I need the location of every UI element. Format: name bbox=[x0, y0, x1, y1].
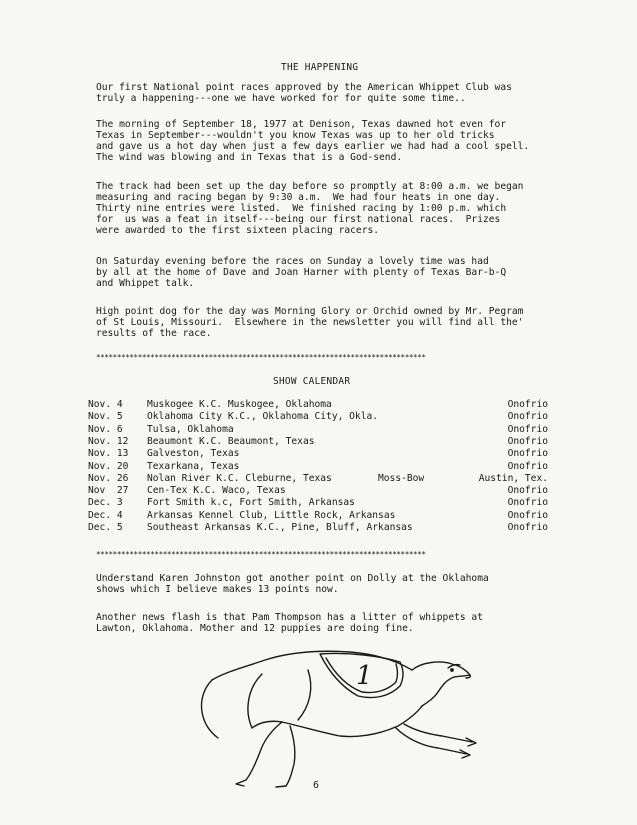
calendar-date: Nov. 20 bbox=[88, 460, 129, 472]
text-line: shows which I believe makes 13 points now. bbox=[96, 584, 339, 595]
calendar-date: Dec. 3 bbox=[88, 497, 123, 509]
show-calendar-title: SHOW CALENDAR bbox=[273, 376, 351, 387]
calendar-date: Nov. 4 bbox=[88, 399, 123, 410]
dog-hind-paw bbox=[236, 780, 246, 786]
calendar-row bbox=[88, 436, 548, 448]
dog-front-leg bbox=[404, 724, 472, 742]
dog-eye bbox=[451, 669, 453, 671]
asterisk-separator: ******************************************************************************* bbox=[96, 353, 426, 362]
calendar-date: Nov. 13 bbox=[88, 448, 129, 460]
calendar-show: Fort Smith k.c, Fort Smith, Arkansas bbox=[147, 497, 355, 509]
dog-thigh-contour bbox=[248, 674, 262, 728]
calendar-judge: Onofrio bbox=[507, 522, 548, 533]
calendar-row bbox=[88, 399, 548, 411]
text-line: truly a happening---one we have worked for for quite some time.. bbox=[96, 93, 466, 104]
dog-belly-line bbox=[252, 706, 422, 737]
calendar-show: Galveston, Texas bbox=[147, 448, 240, 460]
news-paragraph-2 bbox=[96, 612, 566, 634]
dog-hind-leg bbox=[286, 726, 295, 786]
dog-hind-paw bbox=[276, 786, 286, 787]
calendar-judge: Onofrio bbox=[507, 460, 548, 472]
text-line: Texas in September---wouldn't you know Texas was up to her old tricks bbox=[96, 130, 495, 141]
text-line: The morning of September 18, 1977 at Denison, Texas dawned hot even for bbox=[96, 119, 507, 130]
text-line: The wind was blowing and in Texas that is a God-send. bbox=[96, 152, 403, 163]
calendar-judge: Onofrio bbox=[507, 423, 548, 435]
text-line: High point dog for the day was Morning Glory or Orchid owned by Mr. Pegram bbox=[96, 306, 524, 317]
happening-paragraph-3 bbox=[96, 181, 566, 236]
text-line: of St Louis, Missouri. Elsewhere in the newsletter you will find all the' bbox=[96, 317, 524, 328]
calendar-date: Nov. 6 bbox=[88, 423, 123, 435]
calendar-show: Cen-Tex K.C. Waco, Texas bbox=[147, 485, 286, 497]
calendar-judge: Onofrio bbox=[507, 411, 548, 423]
calendar-date: Nov 27 bbox=[88, 485, 129, 497]
text-line: Lawton, Oklahoma. Mother and 12 puppies are doing fine. bbox=[96, 623, 414, 634]
text-line: Understand Karen Johnston got another point on Dolly at the Oklahoma bbox=[96, 573, 489, 584]
happening-paragraph-1 bbox=[96, 82, 566, 104]
calendar-row bbox=[88, 461, 548, 473]
racing-whippet-drawing-icon bbox=[190, 640, 480, 790]
dog-back-line bbox=[212, 651, 412, 680]
calendar-show: Nolan River K.C. Cleburne, Texas bbox=[147, 472, 332, 484]
text-line: Thirty nine entries were listed. We finished racing by 1:00 p.m. which bbox=[96, 203, 507, 214]
calendar-show: Oklahoma City K.C., Oklahoma City, Okla. bbox=[147, 411, 379, 423]
text-line: and gave us a hot day when just a few days earlier we had had a cool spell. bbox=[96, 141, 530, 152]
text-line: were awarded to the first sixteen placing racers. bbox=[96, 225, 380, 236]
blanket-number: 1 bbox=[356, 661, 373, 691]
dog-hind-leg bbox=[246, 722, 282, 780]
calendar-judge: Onofrio bbox=[507, 448, 548, 460]
calendar-show: Arkansas Kennel Club, Little Rock, Arkansas bbox=[147, 509, 396, 521]
calendar-date: Nov. 26 bbox=[88, 472, 129, 484]
text-line: for us was a feat in itself---being our first national races. Prizes bbox=[96, 214, 501, 225]
calendar-row bbox=[88, 497, 548, 509]
happening-paragraph-5 bbox=[96, 306, 566, 339]
calendar-date: Nov. 12 bbox=[88, 435, 129, 447]
happening-paragraph-4 bbox=[96, 256, 566, 289]
calendar-extra: Moss-Bow bbox=[378, 472, 425, 484]
calendar-show: Muskogee K.C. Muskogee, Oklahoma bbox=[147, 399, 332, 410]
happening-title: THE HAPPENING bbox=[281, 62, 359, 73]
dog-head-outline bbox=[412, 662, 470, 706]
dog-tail bbox=[201, 680, 218, 738]
calendar-row bbox=[88, 411, 548, 423]
calendar-show: Southeast Arkansas K.C., Pine, Bluff, Arkansas bbox=[147, 522, 413, 533]
text-line: measuring and racing began by 9:30 a.m. We had four heats in one day. bbox=[96, 192, 501, 203]
calendar-show: Tulsa, Oklahoma bbox=[147, 423, 234, 435]
page-number: 6 bbox=[313, 780, 320, 791]
text-line: by all at the home of Dave and Joan Harner with plenty of Texas Bar-b-Q bbox=[96, 267, 507, 278]
calendar-date: Dec. 5 bbox=[88, 522, 123, 533]
calendar-judge: Onofrio bbox=[507, 509, 548, 521]
text-line: and Whippet talk. bbox=[96, 278, 195, 289]
dog-shoulder-contour bbox=[298, 670, 311, 720]
calendar-show: Texarkana, Texas bbox=[147, 460, 240, 472]
calendar-row bbox=[88, 510, 548, 522]
calendar-row bbox=[88, 448, 548, 460]
news-paragraph-1 bbox=[96, 573, 566, 595]
calendar-judge: Onofrio bbox=[507, 435, 548, 447]
calendar-judge: Austin, Tex. bbox=[478, 472, 548, 484]
calendar-row bbox=[88, 473, 548, 485]
text-line: Our first National point races approved by the American Whippet Club was bbox=[96, 82, 512, 93]
calendar-date: Nov. 5 bbox=[88, 411, 123, 423]
calendar-judge: Onofrio bbox=[507, 497, 548, 509]
text-line: The track had been set up the day before so promptly at 8:00 a.m. we began bbox=[96, 181, 524, 192]
dog-front-leg bbox=[396, 728, 466, 754]
asterisk-separator: ******************************************************************************* bbox=[96, 550, 426, 559]
happening-paragraph-2 bbox=[96, 119, 566, 163]
calendar-date: Dec. 4 bbox=[88, 509, 123, 521]
text-line: On Saturday evening before the races on Sunday a lovely time was had bbox=[96, 256, 489, 267]
calendar-row bbox=[88, 522, 548, 534]
calendar-judge: Onofrio bbox=[507, 399, 548, 410]
calendar-show: Beaumont K.C. Beaumont, Texas bbox=[147, 435, 315, 447]
calendar-judge: Onofrio bbox=[507, 485, 548, 497]
text-line: Another news flash is that Pam Thompson has a litter of whippets at bbox=[96, 612, 483, 623]
calendar-row bbox=[88, 424, 548, 436]
calendar-row bbox=[88, 485, 548, 497]
text-line: results of the race. bbox=[96, 328, 212, 339]
